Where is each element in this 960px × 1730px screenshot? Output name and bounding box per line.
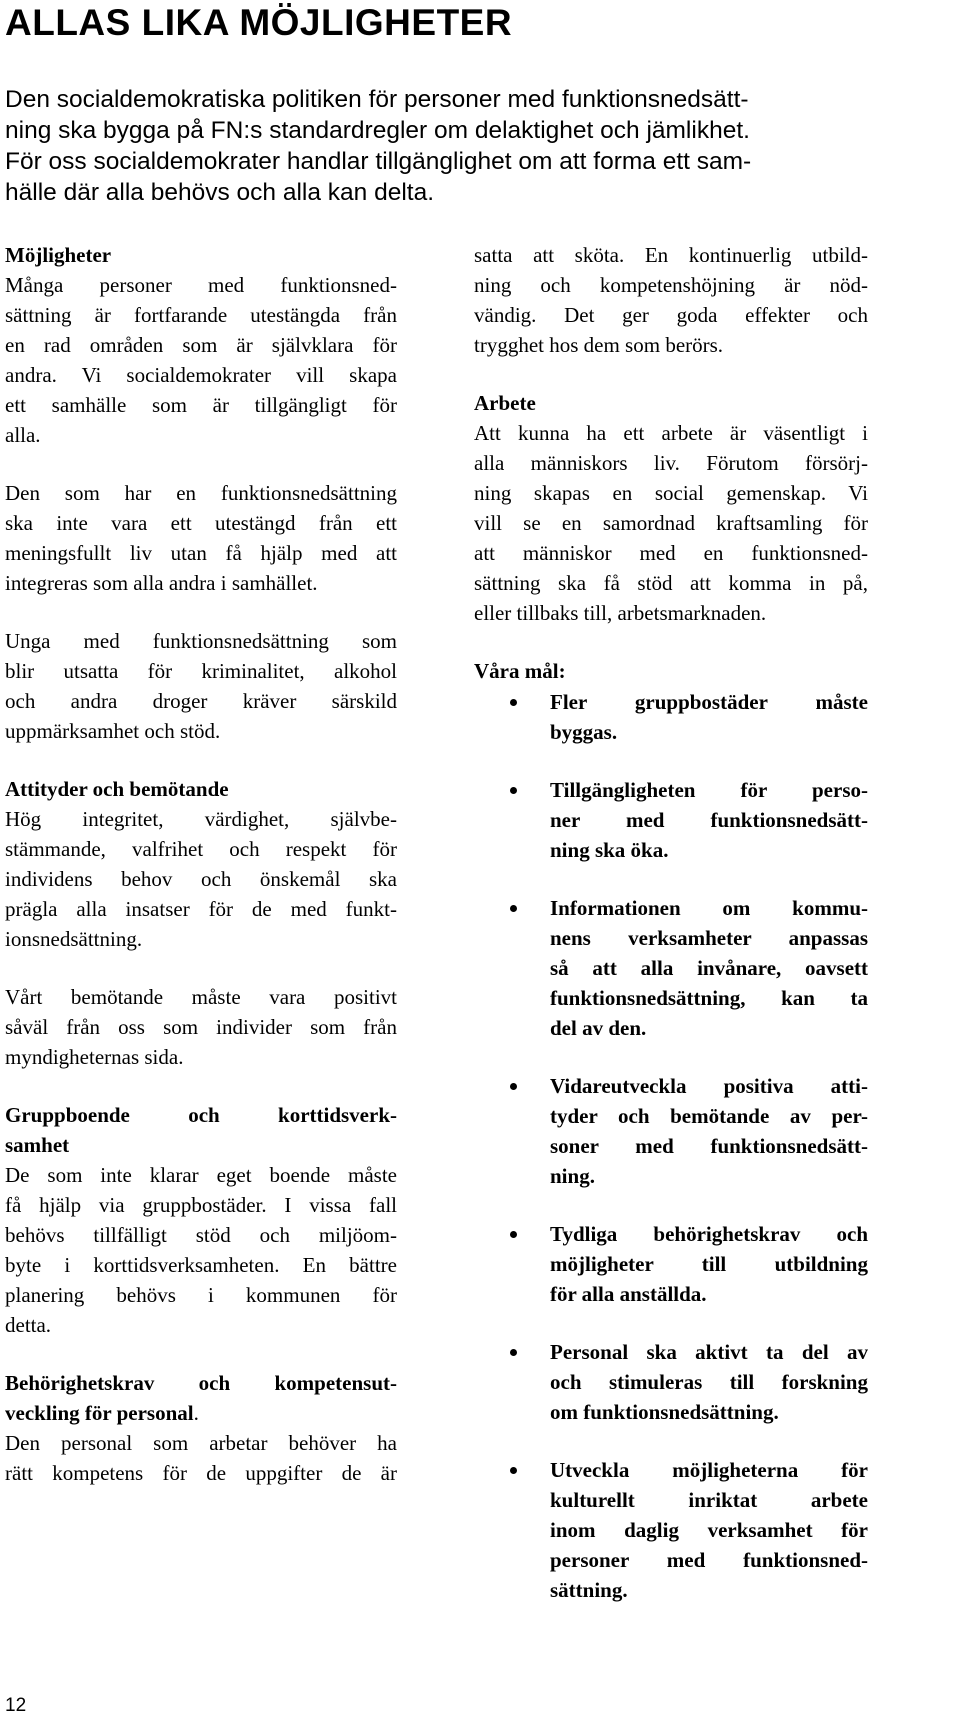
body-line: alla. xyxy=(5,423,41,447)
body-line: Unga med funktionsnedsättning som xyxy=(5,629,397,653)
body-line: ning skapas en social gemenskap. Vi xyxy=(474,481,868,505)
section-heading-text: veckling för personal xyxy=(5,1401,194,1425)
goal-item xyxy=(474,775,868,865)
section-gruppboende xyxy=(5,1100,397,1340)
goal-line: för alla anställda. xyxy=(550,1282,707,1306)
paragraph xyxy=(5,982,397,1072)
body-line: meningsfullt liv utan få hjälp med att xyxy=(5,541,397,565)
section-heading: Möjligheter xyxy=(5,243,112,267)
section-heading: Gruppboende och korttidsverk- xyxy=(5,1103,397,1127)
body-line: ning och kompetenshöjning är nöd- xyxy=(474,273,868,297)
goal-item xyxy=(474,893,868,1043)
goal-line: och stimuleras till forskning xyxy=(550,1370,868,1394)
goal-line: Informationen om kommu- xyxy=(550,896,868,920)
body-line: ska inte vara ett utestängd från ett xyxy=(5,511,397,535)
bullet-icon xyxy=(510,1467,517,1474)
body-line: sättning är fortfarande utestängda från xyxy=(5,303,397,327)
body-line: såväl från oss som individer som från xyxy=(5,1015,397,1039)
body-line: Den som har en funktionsnedsättning xyxy=(5,481,397,505)
page-title: ALLAS LIKA MÖJLIGHETER xyxy=(5,2,513,43)
body-line: trygghet hos dem som berörs. xyxy=(474,333,724,357)
goals-list xyxy=(474,687,868,1605)
body-line: satta att sköta. En kontinuerlig utbild- xyxy=(474,243,868,267)
section-heading: Våra mål: xyxy=(474,659,566,683)
bullet-icon xyxy=(510,787,517,794)
goal-item xyxy=(474,1071,868,1191)
paragraph xyxy=(5,478,397,598)
body-line: detta. xyxy=(5,1313,52,1337)
body-line: Att kunna ha ett arbete är väsentligt i xyxy=(474,421,868,445)
goal-line: möjligheter till utbildning xyxy=(550,1252,868,1276)
body-line: byte i korttidsverksamheten. En bättre xyxy=(5,1253,397,1277)
body-line: andra. Vi socialdemokrater vill skapa xyxy=(5,363,397,387)
goal-line: soner med funktionsnedsätt- xyxy=(550,1134,868,1158)
body-line: vill se en samordnad kraftsamling för xyxy=(474,511,868,535)
section-heading: samhet xyxy=(5,1133,70,1157)
goal-line: ner med funktionsnedsätt- xyxy=(550,808,868,832)
body-line: rätt kompetens för de uppgifter de är xyxy=(5,1461,397,1485)
left-column xyxy=(5,240,397,1488)
section-arbete xyxy=(474,388,868,628)
intro-line: hälle där alla behövs och alla kan delta. xyxy=(5,179,435,206)
body-line: få hjälp via gruppbostäder. I vissa fall xyxy=(5,1193,397,1217)
goal-line: Vidareutveckla positiva atti- xyxy=(550,1074,868,1098)
bullet-icon xyxy=(510,1083,517,1090)
body-line: Hög integritet, värdighet, självbe- xyxy=(5,807,397,831)
section-behorighet xyxy=(5,1368,397,1488)
body-line: alla människors liv. Förutom försörj- xyxy=(474,451,868,475)
paragraph xyxy=(5,626,397,746)
section-heading xyxy=(5,1398,397,1428)
goal-item xyxy=(474,1219,868,1309)
bullet-icon xyxy=(510,1349,517,1356)
right-column xyxy=(474,240,868,1633)
goal-line: Utveckla möjligheterna för xyxy=(550,1458,868,1482)
goal-line: personer med funktionsned- xyxy=(550,1548,868,1572)
body-line: De som inte klarar eget boende måste xyxy=(5,1163,397,1187)
goal-line: kulturellt inriktat arbete xyxy=(550,1488,868,1512)
bullet-icon xyxy=(510,1231,517,1238)
body-line: individens behov och önskemål ska xyxy=(5,867,397,891)
goal-line: nens verksamheter anpassas xyxy=(550,926,868,950)
goal-item xyxy=(474,1337,868,1427)
section-heading-punct: . xyxy=(193,1401,199,1425)
body-line: stämmande, valfrihet och respekt för xyxy=(5,837,397,861)
body-line: prägla alla insatser för de med funkt- xyxy=(5,897,397,921)
section-heading: Arbete xyxy=(474,391,536,415)
body-line: eller tillbaks till, arbetsmarknaden. xyxy=(474,601,767,625)
body-line: en rad områden som är självklara för xyxy=(5,333,397,357)
goal-line: ning. xyxy=(550,1164,595,1188)
body-line: Vårt bemötande måste vara positivt xyxy=(5,985,397,1009)
section-mojligheter xyxy=(5,240,397,450)
section-attityder xyxy=(5,774,397,954)
body-line: Den personal som arbetar behöver ha xyxy=(5,1431,397,1455)
bullet-icon xyxy=(510,905,517,912)
goal-line: Fler gruppbostäder måste xyxy=(550,690,868,714)
body-line: att människor med en funktionsned- xyxy=(474,541,868,565)
goal-item xyxy=(474,687,868,747)
goal-item xyxy=(474,1455,868,1605)
intro-line: Den socialdemokratiska politiken för personer med funktionsnedsätt- xyxy=(5,86,749,113)
goal-line: så att alla invånare, oavsett xyxy=(550,956,868,980)
body-line: myndigheternas sida. xyxy=(5,1045,184,1069)
section-heading: Behörighetskrav och kompetensut- xyxy=(5,1371,397,1395)
body-line: och andra droger kräver särskild xyxy=(5,689,397,713)
goal-line: tyder och bemötande av per- xyxy=(550,1104,868,1128)
section-goals xyxy=(474,656,868,1605)
body-line: planering behövs i kommunen för xyxy=(5,1283,397,1307)
body-line: uppmärksamhet och stöd. xyxy=(5,719,221,743)
body-line: Många personer med funktionsned- xyxy=(5,273,397,297)
goal-line: ning ska öka. xyxy=(550,838,669,862)
section-heading: Attityder och bemötande xyxy=(5,777,229,801)
goal-line: Tydliga behörighetskrav och xyxy=(550,1222,868,1246)
body-line: behövs tillfälligt stöd och miljöom- xyxy=(5,1223,397,1247)
bullet-icon xyxy=(510,699,517,706)
body-line: vändig. Det ger goda effekter och xyxy=(474,303,868,327)
body-line: blir utsatta för kriminalitet, alkohol xyxy=(5,659,397,683)
goal-line: byggas. xyxy=(550,720,618,744)
intro-line: ning ska bygga på FN:s standardregler om delaktighet och jämlikhet. xyxy=(5,117,750,144)
goal-line: inom daglig verksamhet för xyxy=(550,1518,868,1542)
goal-line: del av den. xyxy=(550,1016,647,1040)
page-number: 12 xyxy=(5,1695,27,1716)
goal-line: sättning. xyxy=(550,1578,628,1602)
body-line: ionsnedsättning. xyxy=(5,927,143,951)
goal-line: om funktionsnedsättning. xyxy=(550,1400,779,1424)
goal-line: funktionsnedsättning, kan ta xyxy=(550,986,868,1010)
goal-line: Personal ska aktivt ta del av xyxy=(550,1340,868,1364)
goal-line: Tillgängligheten för perso- xyxy=(550,778,868,802)
body-line: ett samhälle som är tillgängligt för xyxy=(5,393,397,417)
intro-line: För oss socialdemokrater handlar tillgänglighet om att forma ett sam- xyxy=(5,148,752,175)
body-line: sättning ska få stöd att komma in på, xyxy=(474,571,868,595)
intro-paragraph xyxy=(5,84,900,208)
paragraph-continuation xyxy=(474,240,868,360)
body-line: integreras som alla andra i samhället. xyxy=(5,571,318,595)
